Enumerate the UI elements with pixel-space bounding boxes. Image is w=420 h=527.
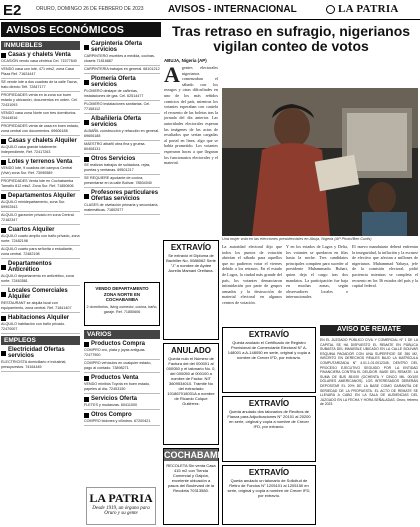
classified-category-heading — [84, 341, 160, 347]
classified-ad: OCASIÓN vendo casa céntrica Cel. 71577640 — [1, 59, 80, 66]
classified-ad: ALQUILO habitación con baño privado. 72470007 — [1, 322, 80, 334]
category-bullet-icon — [1, 139, 6, 144]
category-bullet-icon — [1, 194, 6, 199]
classified-category-heading — [1, 315, 80, 321]
ad-details: 2 dormitorios, living comedor, cocina, baño, garaje. Ref. 71850606 — [86, 304, 158, 314]
category-heading-text: Otros Servicios — [91, 156, 136, 162]
classified-ad: VENDO lote, 9 cuadras del campus Central (Vivir) zona Sur. Ref. 73090589 — [1, 166, 80, 178]
notice-cochabamba — [163, 448, 231, 525]
classified-ad: PROPIEDADES venta de casa en buen estado, zona central con documentos. 69606188 — [1, 124, 80, 136]
classified-category-heading — [84, 76, 160, 88]
category-heading-text: Departamentos Alquiler — [8, 193, 76, 199]
classified-category-heading — [84, 412, 160, 418]
classified-category-heading — [1, 288, 80, 300]
classified-ad: ALQUILO cuarto para señorita o estudiante, zona central. 72482198 — [1, 247, 80, 259]
classified-ad: VENDO minibús Toyota en buen estado, papeles al día. 72453150 — [84, 382, 160, 394]
category-heading-text: Servicios Oferta — [91, 396, 138, 402]
category-bullet-icon — [84, 342, 89, 347]
classified-ad: ALQUILO casa grande totalmente independiente, Ref. 72417263 — [1, 145, 80, 157]
classified-ad: PROPIEDADES Venta lote en Cochabamba Tamaño 812 mts2. Zona Sur. Ref. 71850606 — [1, 179, 80, 191]
category-heading-text: Electricidad Ofertas servicios — [8, 347, 65, 359]
category-bullet-icon — [1, 160, 6, 165]
story-text-a: Agentes electorales nigerianos comenzaban el sábado con los rezagos y otras dificultades en uno de los más reñidos comicios del país, mientras los votantes esperaban con cautela el recuento de las boletas tras la jornada del día anterior. Las autoridades electorales esperan las imágenes de las actas de resultados que serían cargadas al portal en línea, algo que se había prometido. Los votantes esperaron horas a que llegaran los funcionarios electorales y el material. — [164, 62, 218, 166]
notice-extravio-registro — [222, 327, 316, 393]
category-bullet-icon — [1, 351, 6, 356]
classified-category-heading — [84, 156, 160, 162]
classified-category-heading — [84, 41, 160, 53]
classifieds-banner: AVISOS ECONÓMICOS — [1, 22, 161, 37]
category-bullet-icon — [84, 376, 89, 381]
category-heading-text: Albañilería Oferta servicios — [91, 116, 142, 128]
classified-ad: PLOMERO instalaciones sanitarias. Cel. 77158112 — [84, 102, 160, 114]
story-column-b: La autoridad electoral dijo que todos los puntos de votación abrirían el sábado para aquellos que no pudieron votar el viernes debido a los retrasos. En el estado de Lagos, la ciudad más grande del país, los votantes denunciaron intimidación por parte de grupos armados y la destrucción de material electoral en algunos centros de votación. — [222, 244, 282, 305]
classified-ad: ALQUILO departamento en anticrético, zona norte. 72463581 — [1, 274, 80, 286]
category-bullet-icon — [84, 397, 89, 402]
category-heading-text: Productos Compra — [91, 341, 146, 347]
category-heading-text: Carpintería Oferta servicios — [91, 41, 143, 53]
category-heading-text: Casas y chalets Alquiler — [8, 138, 77, 144]
notice-body: Queda anulado el Certificado de Registro Provisional de Comerciante Electoral N° A-148001 a A-148050 en serie, original y copia a nombre de Crecer IFD, por extravío. — [227, 340, 311, 360]
category-heading-text: Departamentos Anticrético — [8, 261, 52, 273]
classifieds-column-2-lower — [84, 328, 160, 484]
category-bullet-icon — [84, 194, 89, 199]
category-bullet-icon — [1, 265, 6, 270]
ad-line-2: ZONA NORTE EN — [103, 291, 141, 297]
promo-slogan: Desde 1919, un órgano para Oruro y su gente — [92, 506, 150, 516]
ad-line-1: VENDO DEPARTAMENTO — [95, 286, 149, 291]
auction-notice-title: AVISO DE REMATE — [320, 325, 418, 336]
voter-photo-illustration — [222, 88, 418, 236]
classified-category-heading — [1, 261, 80, 273]
classifieds-column-1 — [1, 39, 80, 525]
classified-ad: CLASES de nivelación primaria y secundaria, matemáticas. 71802577 — [84, 203, 160, 215]
classified-section-band: INMUEBLES — [1, 41, 80, 50]
classified-ad: SE vende lote a dos cuadras de la calle Tacna, trato directo Telf. 72847177 — [1, 80, 80, 92]
notice-body: RECOLETA Sin venta Casa 415 m2 con Tienda Comercial y Galpón, excelente ubicación a pasos del Boulevard de la Recoleta 70313580. — [166, 463, 216, 493]
classified-ad: FLETES y mudanzas. 60411000 — [84, 403, 160, 410]
story-column-a — [164, 58, 218, 238]
category-bullet-icon — [84, 413, 89, 418]
classified-ad: COMPRO vehículos en cualquier estado, pago al contado. 73898271 — [84, 361, 160, 373]
auction-notice-body: EN EL JUZGADO PÚBLICO CIVIL Y COMERCIAL N° 1 DE LA CAPITAL SE HA DISPUESTO EL REMATE EN PÚBLICA SUBASTA DEL INMUEBLE UBICADO EN LA CALLE BOLÍVAR ESQUINA PAGADOR CON UNA SUPERFICIE DE 350 M2, INSCRITO EN DERECHOS REALES BAJO LA MATRÍCULA COMPUTARIZADA N° 4.01.1.01.0012345, DENTRO DEL PROCESO EJECUTIVO SEGUIDO POR LA ENTIDAD FINANCIERA CONTRA EL DEUDOR. BASE DEL REMATE: LA SUMA DE $US 85.000 (OCHENTA Y CINCO MIL 00/100 DÓLARES AMERICANOS). LOS INTERESADOS DEBERÁN DEPOSITAR EL 20% DE LA BASE COMO GARANTÍA DE SERIEDAD DE LA PROPUESTA. EL ACTO DE REMATE SE LLEVARÁ A CABO EN LA SALA DE AUDIENCIAS DEL JUZGADO EN LA FECHA Y HORA SEÑALADAS. Oruro, febrero de 2023. — [320, 338, 418, 407]
category-bullet-icon — [84, 80, 89, 85]
classified-category-heading — [1, 193, 80, 199]
category-bullet-icon — [84, 45, 89, 50]
classified-section-band: EMPLEOS — [1, 336, 80, 345]
notice-title: EXTRAVÍO — [248, 399, 290, 408]
apartment-sale-ad — [84, 282, 160, 326]
category-heading-text: Productos Venta — [91, 375, 139, 381]
category-heading-text: Locales Comerciales Alquiler — [8, 288, 68, 300]
classified-ad: RESTAURANT se alquila local con equipamiento, zona central. Ref. 71841407 — [1, 301, 80, 313]
story-headline: Tras retraso en sufragio, nigerianos vigilan conteo de votos — [171, 23, 411, 54]
classifieds-column-2 — [84, 39, 160, 280]
classified-ad: CARPINTERO muebles a medida, cocinas, closets 71816887 — [84, 54, 160, 66]
classified-ad: ALBAÑIL construcción y refacción en general. 69606188 — [84, 129, 160, 141]
section-title: AVISOS - INTERNACIONAL — [168, 4, 297, 15]
notice-title: EXTRAVÍO — [248, 468, 290, 477]
classified-category-heading — [84, 190, 160, 202]
classified-ad: ALQUILO minidepartamento, zona Sur. 69902543 — [1, 200, 80, 212]
classified-ad: MAESTRO albañil obra fina y gruesa. 60408131 — [84, 142, 160, 154]
la-patria-promo — [86, 487, 156, 525]
classified-category-heading — [84, 375, 160, 381]
classified-ad: VENDO casa zona Norte con tres dormitorios. 70444516 — [1, 111, 80, 123]
category-bullet-icon — [84, 157, 89, 162]
notice-extravio-fianza — [222, 396, 316, 462]
notice-title: ANULADO — [171, 346, 211, 355]
classified-category-heading — [84, 396, 160, 402]
drop-cap: A — [164, 62, 180, 87]
photo-caption: Una mujer vota en las elecciones presidenciales en Abuja, Nigeria (AP Photo/Ben Curtis) — [222, 237, 372, 241]
classified-ad: SE REQUIERE ayudante de cocina, presentarse en la calle Bolívar. 78504040 — [84, 176, 160, 188]
category-heading-text: Otros Compro — [91, 412, 132, 418]
category-heading-text: Plomería Oferta servicios — [91, 76, 136, 88]
logo-emblem-icon — [326, 5, 335, 14]
notice-title: COCHABAMBA — [164, 450, 231, 460]
classified-ad: ELECTRICISTA domiciliario e industrial, presupuestos. 74164445 — [1, 360, 80, 372]
category-bullet-icon — [1, 53, 6, 58]
category-bullet-icon — [1, 292, 6, 297]
newspaper-logo: LA PATRIA — [338, 3, 399, 15]
classified-category-heading — [1, 52, 80, 58]
category-heading-text: Casas y chalets Venta — [8, 52, 71, 58]
ad-line-3: COCHABAMBA — [105, 297, 139, 303]
notice-body: Se extravió el Diploma de Bachiller No. 0088062 Serie "J" a nombre de Aydee Aurelia Mamani Orellana. — [166, 253, 216, 273]
page-number: E2 — [3, 2, 22, 19]
category-heading-text: Profesores particulares Ofertas servicios — [91, 190, 159, 202]
category-heading-text: Habitaciones Alquiler — [8, 315, 70, 321]
classified-category-heading — [1, 347, 80, 359]
classified-ad: ALQUILO cuarto amplio con baño privado, zona norte. 72482198 — [1, 234, 80, 246]
classified-category-heading — [84, 116, 160, 128]
promo-name: LA PATRIA — [89, 491, 153, 505]
classified-ad: COMPRO oro, plata y joyas antiguas. 72477900 — [84, 348, 160, 360]
notice-title: EXTRAVÍO — [248, 330, 290, 339]
category-bullet-icon — [1, 316, 6, 321]
notice-extravio-diploma — [163, 240, 219, 340]
story-dateline: ABUJA, Nigeria (AP) — [164, 58, 207, 63]
story-column-d: El nuevo mandatario deberá enfrentar la inseguridad, la inflación y la escasez de efectivo que afectan a millones de nigerianos. Muhammad Yahaya, jefe de la comisión electoral, pidió paciencia mientras se completa el recuento en los 36 estados del país y la capital federal. — [352, 244, 418, 289]
category-heading-text: Cuartos Alquiler — [8, 227, 55, 233]
classified-section-band: VARIOS — [84, 330, 160, 339]
story-column-c: Y en los estados de Lagos y Delta, los votantes se quedaron en filas hasta la noche. Tres candidatos principales compiten para suceder al presidente Muhammadu Buhari, quien deja el cargo tras dos mandatos. La participación fue baja en muchas zonas, según observadores locales e internacionales. — [286, 244, 348, 300]
classified-category-heading — [1, 138, 80, 144]
story-photo — [222, 88, 418, 236]
classified-ad: CARPINTERÍA trabajos en general. 68101212 — [84, 67, 160, 74]
notice-title: EXTRAVÍO — [170, 243, 212, 252]
notice-body: Queda anulado dos talonarios de Recibos de Fianza para Adjudicaciones N° 20101 al 20200 en serie, original y copia a nombre de Crecer IFD, por extravío. — [227, 409, 311, 429]
notice-extravio-retiro — [222, 465, 316, 525]
classified-ad: ALQUILO garzonier privado en zona Central. 72182347 — [1, 213, 80, 225]
page-header — [0, 0, 420, 20]
classified-ad: VENDO casa con lote, 471 mts2, zona Casa Plaza Ref. 71624447 — [1, 67, 80, 79]
classified-ad: PLOMERO destape de cañerías, instalaciones de gas. Cel. 62514477 — [84, 89, 160, 101]
notice-body: Queda anulado un talonario de Solicitud de Retiro de Fondos N° 1205101 al 1205150 en serie, original y copia a nombre de Crecer IFD, por extravío. — [227, 478, 311, 498]
category-bullet-icon — [84, 120, 89, 125]
category-heading-text: Lotes y terrenos Venta — [8, 159, 73, 165]
classified-category-heading — [1, 159, 80, 165]
notice-anulado — [163, 343, 219, 445]
classified-ad: SE realizan trabajos de soldadura, rejas, puertas y ventanas. 69501217 — [84, 163, 160, 175]
notice-body: Queda nulo el Número de Factura del del 000001 al 000050 y el talonario No. 0, del 000050 al 000100 a nombre de Factor. NIT 3609534010. Trámite No del extraviado 101867018031A a nombre de Ricardo Colque Gutiérrez. — [166, 356, 216, 406]
classified-category-heading — [1, 227, 80, 233]
issue-date: ORURO, DOMINGO 26 DE FEBRERO DE 2023 — [36, 6, 144, 12]
classified-ad: COMPRO bidones y cilindros. 67200421 — [84, 419, 160, 426]
category-bullet-icon — [1, 228, 6, 233]
classified-ad: PROPIEDADES venta en la zona sur buen estado y ubicación, documentos en orden. Cel. 72431093 — [1, 93, 80, 110]
